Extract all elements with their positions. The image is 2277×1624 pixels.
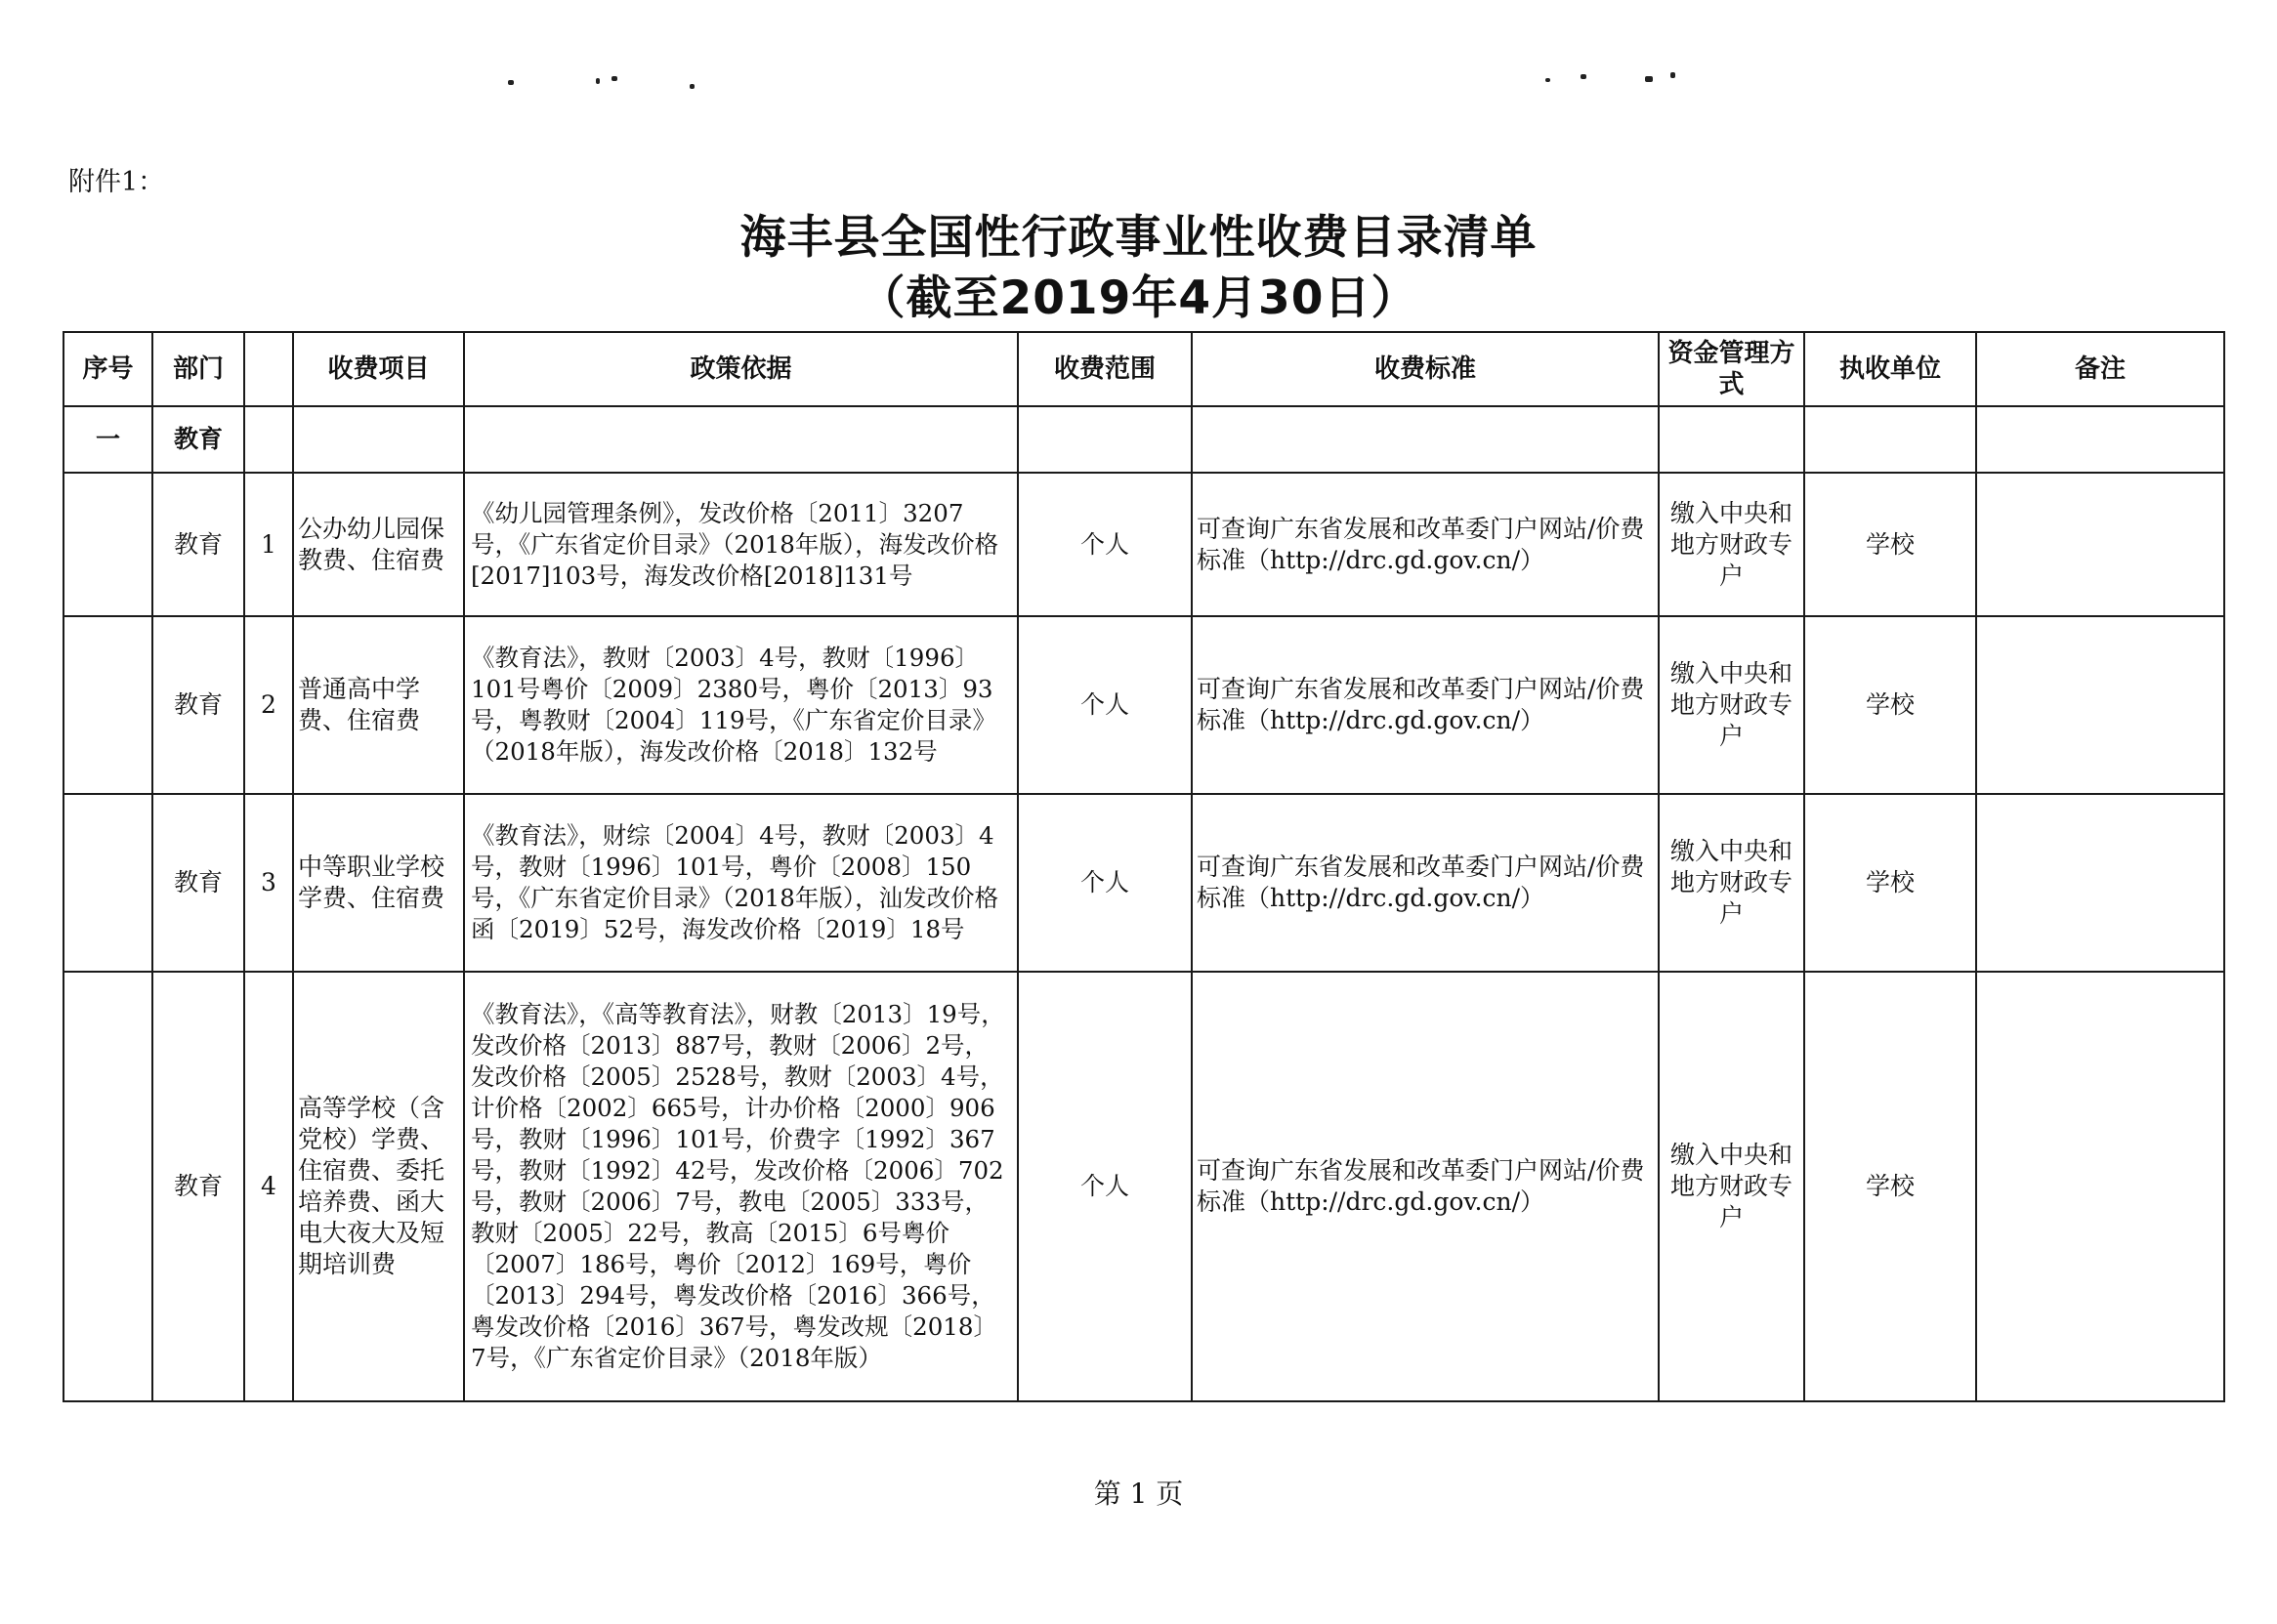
empty-cell xyxy=(1976,406,2224,473)
empty-cell xyxy=(63,972,152,1401)
row-standard: 可查询广东省发展和改革委门户网站/价费标准（http://drc.gd.gov.cn/） xyxy=(1192,972,1659,1401)
row-item: 中等职业学校学费、住宿费 xyxy=(293,794,464,972)
row-policy: 《幼儿园管理条例》，发改价格〔2011〕3207号，《广东省定价目录》（2018年版），海发改价格[2017]103号，海发改价格[2018]131号 xyxy=(464,473,1018,616)
empty-cell xyxy=(464,406,1018,473)
header-fund-mgmt: 资金管理方式 xyxy=(1659,332,1804,406)
row-standard: 可查询广东省发展和改革委门户网站/价费标准（http://drc.gd.gov.cn/） xyxy=(1192,616,1659,794)
document-subtitle-date: （截至2019年4月30日） xyxy=(859,271,1418,325)
empty-cell xyxy=(63,473,152,616)
empty-cell xyxy=(1659,406,1804,473)
empty-cell xyxy=(244,406,293,473)
row-collector: 学校 xyxy=(1804,616,1976,794)
row-scope: 个人 xyxy=(1018,473,1192,616)
row-item: 公办幼儿园保教费、住宿费 xyxy=(293,473,464,616)
row-fund-mgmt: 缴入中央和地方财政专户 xyxy=(1659,473,1804,616)
row-index: 2 xyxy=(244,616,293,794)
scan-speck xyxy=(1545,78,1550,82)
row-collector: 学校 xyxy=(1804,794,1976,972)
empty-cell xyxy=(1804,406,1976,473)
empty-cell xyxy=(1192,406,1659,473)
row-department: 教育 xyxy=(152,972,244,1401)
table-row xyxy=(63,972,2224,1401)
section-department: 教育 xyxy=(152,406,244,473)
row-remarks xyxy=(1976,616,2224,794)
scan-speck xyxy=(1645,76,1653,82)
scan-speck xyxy=(611,76,617,81)
empty-cell xyxy=(293,406,464,473)
row-standard: 可查询广东省发展和改革委门户网站/价费标准（http://drc.gd.gov.cn/） xyxy=(1192,473,1659,616)
header-index xyxy=(244,332,293,406)
header-scope: 收费范围 xyxy=(1018,332,1192,406)
row-index: 1 xyxy=(244,473,293,616)
header-standard: 收费标准 xyxy=(1192,332,1659,406)
empty-cell xyxy=(63,794,152,972)
attachment-label: 附件1： xyxy=(68,167,165,197)
section-seq: 一 xyxy=(63,406,152,473)
header-seq: 序号 xyxy=(63,332,152,406)
table-row xyxy=(63,794,2224,972)
row-remarks xyxy=(1976,473,2224,616)
row-item: 高等学校（含党校）学费、住宿费、委托培养费、函大电大夜大及短期培训费 xyxy=(293,972,464,1401)
fee-catalog-table xyxy=(63,331,2225,1402)
row-fund-mgmt: 缴入中央和地方财政专户 xyxy=(1659,616,1804,794)
scan-speck xyxy=(690,84,695,89)
scan-speck xyxy=(508,80,514,85)
row-department: 教育 xyxy=(152,616,244,794)
row-collector: 学校 xyxy=(1804,972,1976,1401)
section-row xyxy=(63,406,2224,473)
row-scope: 个人 xyxy=(1018,972,1192,1401)
header-department: 部门 xyxy=(152,332,244,406)
scan-speck xyxy=(1581,74,1586,79)
table-header-row xyxy=(63,332,2224,406)
header-collector: 执收单位 xyxy=(1804,332,1976,406)
header-policy: 政策依据 xyxy=(464,332,1018,406)
row-remarks xyxy=(1976,972,2224,1401)
row-index: 3 xyxy=(244,794,293,972)
row-collector: 学校 xyxy=(1804,473,1976,616)
header-item: 收费项目 xyxy=(293,332,464,406)
row-policy: 《教育法》，财综〔2004〕4号，教财〔2003〕4号，教财〔1996〕101号，粤价〔2008〕150号，《广东省定价目录》（2018年版），汕发改价格函〔2019〕52号，海发改价格〔2019〕18号 xyxy=(464,794,1018,972)
empty-cell xyxy=(63,616,152,794)
row-item: 普通高中学费、住宿费 xyxy=(293,616,464,794)
row-fund-mgmt: 缴入中央和地方财政专户 xyxy=(1659,972,1804,1401)
scan-speck xyxy=(596,78,600,84)
row-scope: 个人 xyxy=(1018,616,1192,794)
row-department: 教育 xyxy=(152,794,244,972)
empty-cell xyxy=(1018,406,1192,473)
row-policy: 《教育法》，教财〔2003〕4号，教财〔1996〕101号粤价〔2009〕2380号，粤价〔2013〕93号，粤教财〔2004〕119号，《广东省定价目录》（2018年版），海发改价格〔2018〕132号 xyxy=(464,616,1018,794)
document-title: 海丰县全国性行政事业性收费目录清单 xyxy=(739,211,1538,265)
table-row xyxy=(63,616,2224,794)
row-department: 教育 xyxy=(152,473,244,616)
row-standard: 可查询广东省发展和改革委门户网站/价费标准（http://drc.gd.gov.cn/） xyxy=(1192,794,1659,972)
scan-speck xyxy=(1670,72,1675,78)
row-scope: 个人 xyxy=(1018,794,1192,972)
row-fund-mgmt: 缴入中央和地方财政专户 xyxy=(1659,794,1804,972)
header-remarks: 备注 xyxy=(1976,332,2224,406)
table-row xyxy=(63,473,2224,616)
row-remarks xyxy=(1976,794,2224,972)
row-policy: 《教育法》，《高等教育法》，财教〔2013〕19号，发改价格〔2013〕887号，教财〔2006〕2号，发改价格〔2005〕2528号，教财〔2003〕4号，计价格〔2002〕665号，计办价格〔2000〕906号，教财〔1996〕101号，价费字〔1992〕367号，教财〔1992〕42号，发改价格〔2006〕702号，教财〔2006〕7号，教电〔2005〕333号，教财〔2005〕22号，教高〔2015〕6号粤价〔2007〕186号，粤价〔2012〕169号，粤价〔2013〕294号，粤发改价格〔2016〕366号，粤发改价格〔2016〕367号，粤发改规〔2018〕7号，《广东省定价目录》（2018年版） xyxy=(464,972,1018,1401)
page-number: 第 1 页 xyxy=(1093,1478,1184,1510)
row-index: 4 xyxy=(244,972,293,1401)
